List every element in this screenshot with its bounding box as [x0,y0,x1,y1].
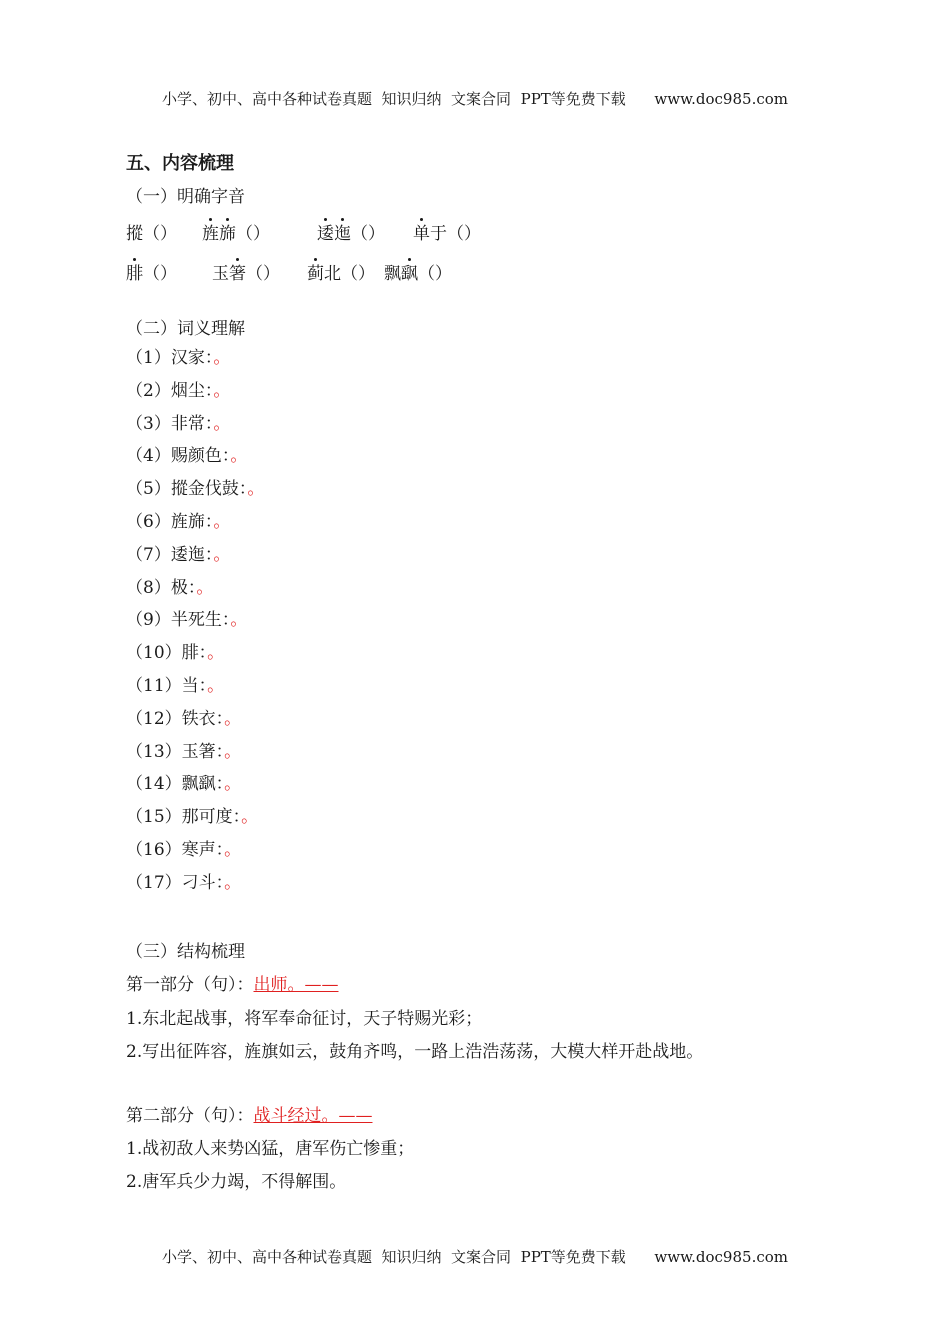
vocab-item [126,444,264,477]
pron-item-5 [126,259,177,284]
pron-char: 腓 [126,264,143,284]
part-two-line-1: 1.战初敌人来势凶猛，唐军伤亡惨重； [126,1139,415,1159]
vocab-term: （8）极： [126,577,197,598]
pron-item-8 [384,259,452,284]
vocab-term: （7）逶迤： [126,544,214,565]
vocab-item [126,805,264,838]
part-one-line-2: 2.写出征阵容，旌旗如云，鼓角齐鸣，一路上浩浩荡荡，大模大样开赴战地。 [126,1042,704,1062]
vocab-term: （16）寒声： [126,839,225,860]
pronunciation-heading: （一）明确字音 [126,187,245,207]
vocab-item [126,641,264,674]
vocab-answer: 。 [213,348,231,368]
part-two-line-2: 2.唐军兵少力竭，不得解围。 [126,1172,347,1192]
pron-char: 飘 [384,264,401,284]
vocab-answer: 。 [230,610,248,631]
vocab-term: （1）汉家： [126,348,214,368]
vocab-term: （11）当： [126,675,208,696]
pron-item-7 [307,259,375,284]
vocab-item [126,871,264,904]
pron-blank: （） [351,224,385,244]
vocab-term: （4）赐颜色： [126,446,231,467]
pron-item-6 [212,259,280,284]
vocab-term: （3）非常： [126,413,214,434]
part-one-answer: 出师。—— [253,975,339,995]
part-one-label: 第一部分（句）： [126,975,254,995]
pron-char: 逶 [317,224,334,244]
part-two-answer: 战斗经过。—— [253,1106,373,1126]
vocab-term: （5）摐金伐鼓： [126,479,248,500]
vocab-answer: 。 [224,741,242,762]
pron-item-3 [317,219,385,244]
vocab-answer: 。 [241,807,259,828]
vocab-answer: 。 [224,774,242,795]
vocab-term: （13）玉箸： [126,741,225,762]
vocab-answer: 。 [224,708,242,729]
pron-blank: （） [246,264,280,284]
vocab-item [126,740,264,773]
vocab-term: （12）铁衣： [126,708,225,729]
pron-char: 箸 [229,264,246,284]
vocab-item [126,346,264,379]
pron-item-2 [202,219,270,244]
vocab-item [126,412,264,445]
vocab-answer: 。 [213,380,231,401]
pron-blank: 于（） [430,224,481,244]
vocab-answer: 。 [213,413,231,434]
vocab-term: （15）那可度： [126,807,242,828]
part-two-heading [126,1101,373,1126]
page-footer: 小学、初中、高中各种试卷真题 知识归纳 文案合同 PPT等免费下载 www.doc985.com [161,1248,788,1266]
vocab-answer: 。 [213,544,231,565]
pron-char: 单 [413,224,430,244]
vocab-item [126,674,264,707]
pron-blank: （） [418,264,452,284]
vocab-item [126,510,264,543]
pron-item-1: 摐（） [126,224,177,244]
pron-char: 迤 [334,224,351,244]
vocab-list [126,346,264,904]
pron-char: 旌 [202,224,219,244]
pron-item-4 [413,219,481,244]
pron-blank: （） [236,224,270,244]
part-one-heading [126,970,339,995]
vocab-term: （2）烟尘： [126,380,214,401]
vocab-item [126,379,264,412]
pron-blank: （） [143,264,177,284]
vocab-answer: 。 [207,675,225,696]
vocab-answer: 。 [224,872,242,893]
vocab-term: （6）旌旆： [126,511,214,532]
vocab-item [126,576,264,609]
part-two-label: 第二部分（句）： [126,1106,254,1126]
vocab-term: （9）半死生： [126,610,231,631]
vocab-term: （14）飘飖： [126,774,225,795]
vocab-item [126,707,264,740]
pron-char: 旆 [219,224,236,244]
vocab-answer: 。 [207,643,225,664]
vocab-answer: 。 [230,446,248,467]
vocab-item [126,477,264,510]
vocab-answer: 。 [196,577,214,598]
vocab-item [126,772,264,805]
pron-char: 玉 [212,264,229,284]
pron-char: 飖 [401,264,418,284]
section-title: 五、内容梳理 [126,153,234,174]
vocab-item [126,838,264,871]
pron-blank: 北（） [324,264,375,284]
vocab-term: （10）腓： [126,643,208,664]
vocab-answer: 。 [213,511,231,532]
vocab-item [126,543,264,576]
vocab-heading: （二）词义理解 [126,319,245,339]
pron-char: 蓟 [307,264,324,284]
structure-heading: （三）结构梳理 [126,942,245,962]
part-one-line-1: 1.东北起战事，将军奉命征讨，天子特赐光彩； [126,1009,483,1029]
vocab-answer: 。 [224,839,242,860]
vocab-answer: 。 [247,479,265,500]
vocab-term: （17）刁斗： [126,872,225,893]
page-header: 小学、初中、高中各种试卷真题 知识归纳 文案合同 PPT等免费下载 www.doc985.com [161,90,788,108]
vocab-item [126,608,264,641]
